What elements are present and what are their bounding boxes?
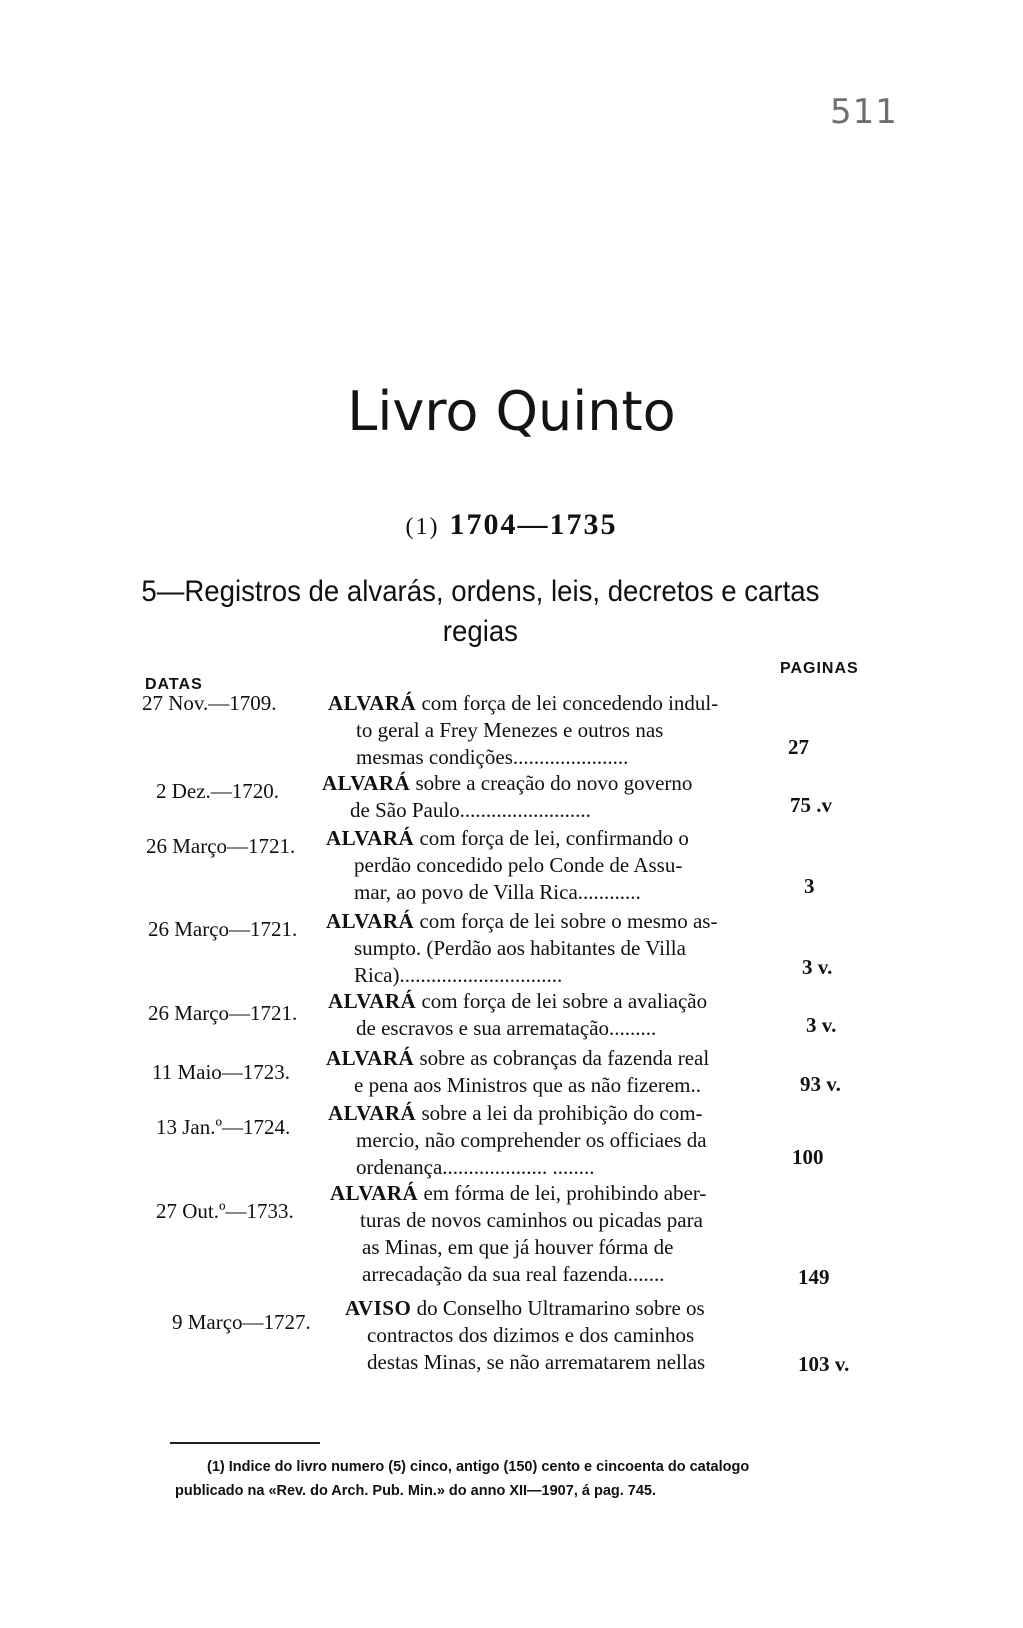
footnote-line: publicado na «Rev. do Arch. Pub. Min.» do anno XII—1907, á pag. 745.: [175, 1483, 657, 1499]
entry-keyword: ALVARÁ: [322, 771, 411, 795]
entry-description: [330, 1180, 706, 1288]
entry-description: [345, 1295, 705, 1376]
entry-line: perdão concedido pelo Conde de Assu-: [354, 853, 683, 877]
page-title: Livro Quinto: [347, 380, 676, 443]
entry-description: [326, 908, 717, 989]
entry-line: arrecadação da sua real fazenda.......: [362, 1262, 665, 1286]
entry-description: [328, 1100, 707, 1181]
entry-date: 26 Março—1721.: [148, 1001, 298, 1025]
entry-line: do Conselho Ultramarino sobre os: [416, 1296, 705, 1320]
entry-date: 27 Nov.—1709.: [142, 691, 277, 715]
section-heading-line: regias: [442, 615, 518, 648]
footnote-marker: (1): [405, 514, 440, 540]
entry-page: 75 .v: [790, 793, 832, 817]
entry-date: 26 Março—1721.: [146, 834, 296, 858]
entry-date: 9 Março—1727.: [172, 1310, 311, 1334]
register-entry: [140, 1295, 870, 1376]
entry-keyword: AVISO: [345, 1296, 412, 1320]
register-entry: [140, 1100, 860, 1181]
entry-page: 3: [804, 874, 815, 898]
footnote: [175, 1455, 895, 1503]
entry-page: 3 v.: [806, 1013, 837, 1037]
entry-line: destas Minas, se não arrematarem nellas: [367, 1350, 706, 1374]
entry-line: com força de lei, confirmando o: [419, 826, 689, 850]
column-header-dates: DATAS: [145, 676, 203, 693]
register-entry: [140, 825, 860, 906]
entry-date: 13 Jan.º—1724.: [156, 1115, 291, 1139]
entry-description: [322, 770, 692, 824]
entry-line: com força de lei sobre a avaliação: [421, 989, 708, 1013]
entry-date: 2 Dez.—1720.: [156, 779, 280, 803]
entry-line: as Minas, em que já houver fórma de: [362, 1235, 674, 1259]
entry-page: 3 v.: [802, 955, 833, 979]
column-header-pages: PAGINAS: [780, 660, 859, 677]
entry-line: mar, ao povo de Villa Rica............: [354, 880, 641, 904]
register-entry: [140, 1180, 860, 1288]
register-entry: [140, 1045, 860, 1099]
entry-keyword: ALVARÁ: [326, 909, 415, 933]
entry-keyword: ALVARÁ: [326, 826, 415, 850]
entry-page: 93 v.: [800, 1072, 841, 1096]
entry-line: de São Paulo.........................: [350, 798, 591, 822]
entry-date: 26 Março—1721.: [148, 917, 298, 941]
entry-date: 11 Maio—1723.: [152, 1060, 291, 1084]
entry-keyword: ALVARÁ: [328, 691, 417, 715]
entry-description: [328, 690, 718, 771]
register-entry: [140, 988, 860, 1042]
register-entry: [140, 908, 860, 989]
entry-description: [326, 825, 689, 906]
entry-keyword: ALVARÁ: [326, 1046, 415, 1070]
entry-line: sobre a creação do novo governo: [415, 771, 693, 795]
entry-line: contractos dos dizimos e dos caminhos: [367, 1323, 695, 1347]
footnote-divider: [170, 1442, 320, 1444]
entry-keyword: ALVARÁ: [328, 989, 417, 1013]
entry-page: 103 v.: [798, 1352, 850, 1376]
section-heading-line: 5—Registros de alvarás, ordens, leis, decretos e cartas: [141, 575, 820, 608]
entry-line: mercio, não comprehender os officiaes da: [356, 1128, 707, 1152]
entry-line: Rica)...............................: [354, 963, 563, 987]
years-range: [0, 508, 1023, 542]
entry-description: [326, 1045, 709, 1099]
entry-page: 100: [792, 1145, 824, 1169]
entry-line: turas de novos caminhos ou picadas para: [360, 1208, 703, 1232]
entry-page: 27: [788, 735, 809, 759]
entry-keyword: ALVARÁ: [328, 1101, 417, 1125]
entry-page: 149: [798, 1265, 830, 1289]
register-entry: [140, 690, 860, 771]
section-heading: [140, 572, 821, 652]
entry-date: 27 Out.º—1733.: [156, 1199, 294, 1223]
page-number: 511: [830, 92, 898, 132]
years-text: 1704—1735: [449, 508, 618, 541]
entry-line: sobre a lei da prohibição do com-: [421, 1101, 703, 1125]
entry-line: com força de lei concedendo indul-: [421, 691, 719, 715]
footnote-line: (1) Indice do livro numero (5) cinco, antigo (150) cento e cincoenta do catalogo: [207, 1459, 750, 1475]
entry-line: e pena aos Ministros que as não fizerem..: [354, 1073, 701, 1097]
entry-line: mesmas condições......................: [356, 745, 629, 769]
entry-line: to geral a Frey Menezes e outros nas: [356, 718, 664, 742]
entry-description: [328, 988, 707, 1042]
entry-line: em fórma de lei, prohibindo aber-: [423, 1181, 707, 1205]
entry-line: ordenança.................... ........: [356, 1155, 595, 1179]
entry-line: de escravos e sua arrematação.........: [356, 1016, 657, 1040]
register-entry: [140, 770, 860, 824]
entry-line: sumpto. (Perdão aos habitantes de Villa: [354, 936, 686, 960]
entry-keyword: ALVARÁ: [330, 1181, 419, 1205]
entry-line: com força de lei sobre o mesmo as-: [419, 909, 718, 933]
entry-line: sobre as cobranças da fazenda real: [419, 1046, 710, 1070]
